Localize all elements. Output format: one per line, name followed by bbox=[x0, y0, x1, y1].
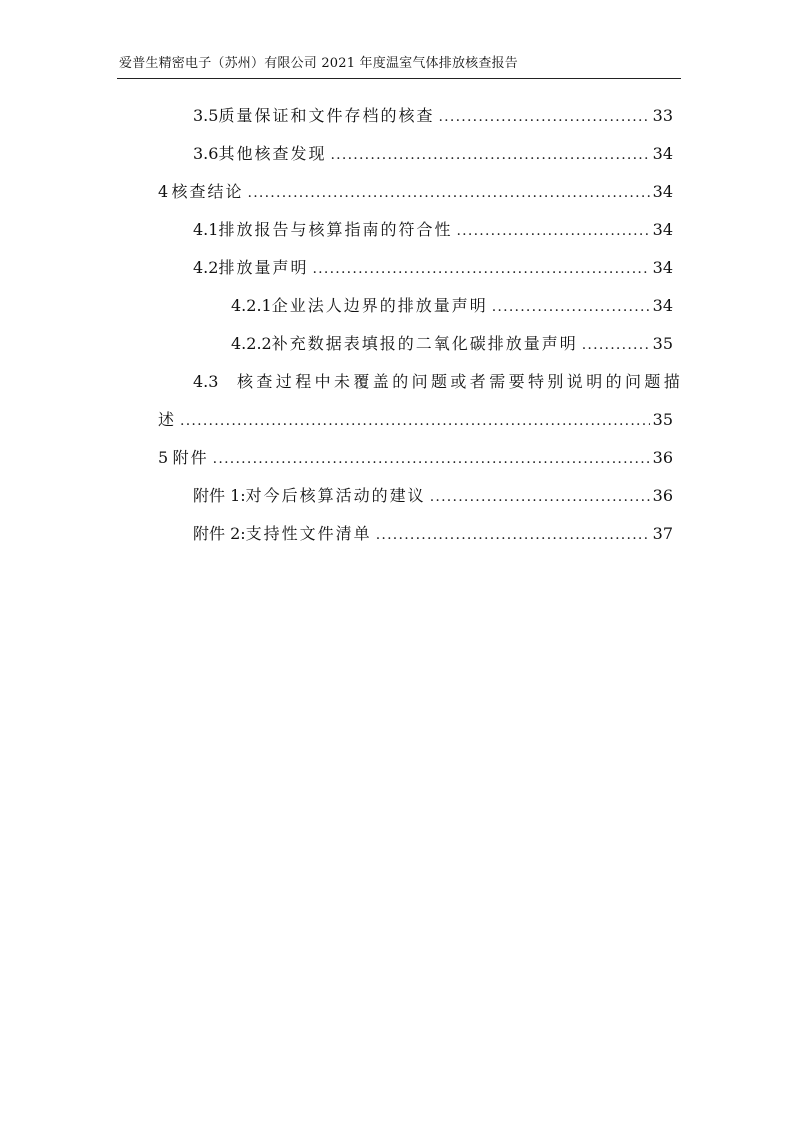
toc-entry-4-2-2[interactable] bbox=[231, 333, 673, 356]
toc-dot-leader bbox=[330, 144, 649, 166]
toc-entry-continuation bbox=[158, 409, 673, 432]
toc-entry-number: 3.5 bbox=[193, 106, 219, 125]
toc-entry-title: 企业法人边界的排放量声明 bbox=[271, 296, 488, 315]
toc-dot-leader bbox=[180, 410, 650, 432]
toc-entry-number: 4.1 bbox=[193, 220, 219, 239]
toc-entry-title: 对今后核算活动的建议 bbox=[245, 486, 426, 505]
toc-entry-page: 35 bbox=[652, 334, 673, 353]
toc-entry-title: 附件 bbox=[172, 448, 209, 467]
toc-entry-4-2-1[interactable] bbox=[231, 295, 673, 318]
toc-entry-3-5[interactable] bbox=[193, 105, 673, 128]
toc-entry-title: 其他核查发现 bbox=[218, 144, 327, 163]
toc-entry-number: 附件 2: bbox=[193, 524, 246, 543]
toc-dot-leader bbox=[438, 106, 649, 128]
toc-entry-title: 核查结论 bbox=[171, 182, 244, 201]
toc-entry-title: 排放报告与核算指南的符合性 bbox=[218, 220, 453, 239]
toc-entry-page: 35 bbox=[652, 410, 673, 429]
toc-entry-page: 33 bbox=[652, 106, 673, 125]
toc-entry-page: 34 bbox=[652, 296, 673, 315]
page-header bbox=[117, 56, 681, 79]
toc-entry-title-continuation: 述 bbox=[158, 410, 177, 429]
toc-entry-page: 34 bbox=[652, 182, 673, 201]
toc-dot-leader bbox=[456, 220, 649, 242]
toc-entry-number: 4.2.1 bbox=[231, 296, 272, 315]
toc-entry-number: 4.2.2 bbox=[231, 334, 272, 353]
toc-entry-page: 36 bbox=[652, 486, 673, 505]
toc-entry-4-2[interactable] bbox=[193, 257, 673, 280]
toc-entry-5[interactable] bbox=[158, 447, 673, 470]
toc-entry-4-1[interactable] bbox=[193, 219, 673, 242]
toc-entry-number: 附件 1: bbox=[193, 486, 246, 505]
toc-entry-title: 排放量声明 bbox=[218, 258, 309, 277]
toc-entry-number: 4.2 bbox=[193, 258, 219, 277]
toc-entry-page: 34 bbox=[652, 258, 673, 277]
toc-entry-page: 36 bbox=[652, 448, 673, 467]
toc-entry-appendix-2[interactable] bbox=[193, 523, 673, 546]
toc-dot-leader bbox=[376, 524, 650, 546]
toc-dot-leader bbox=[582, 334, 650, 356]
toc-dot-leader bbox=[492, 296, 650, 318]
toc-entry-number: 5 bbox=[158, 448, 169, 467]
toc-entry-number: 4.3 bbox=[193, 372, 219, 391]
toc-entry-title: 核查过程中未覆盖的问题或者需要特别说明的问题描 bbox=[237, 372, 684, 391]
toc-entry-title: 补充数据表填报的二氧化碳排放量声明 bbox=[271, 334, 578, 353]
toc-dot-leader bbox=[248, 182, 650, 204]
toc-dot-leader bbox=[213, 448, 650, 470]
toc-entry-number: 3.6 bbox=[193, 144, 219, 163]
toc-entry-4[interactable] bbox=[158, 181, 673, 204]
toc-dot-leader bbox=[430, 486, 650, 508]
toc-entry-appendix-1[interactable] bbox=[193, 485, 673, 508]
toc-entry-page: 34 bbox=[652, 144, 673, 163]
toc-entry-page: 34 bbox=[652, 220, 673, 239]
toc-entry-first-line bbox=[193, 371, 683, 393]
toc-dot-leader bbox=[312, 258, 649, 280]
toc-entry-title: 支持性文件清单 bbox=[245, 524, 372, 543]
toc-entry-page: 37 bbox=[652, 524, 673, 543]
header-title: 爱普生精密电子（苏州）有限公司 2021 年度温室气体排放核查报告 bbox=[119, 56, 518, 71]
toc-entry-3-6[interactable] bbox=[193, 143, 673, 166]
toc-entry-title: 质量保证和文件存档的核查 bbox=[218, 106, 435, 125]
toc-entry-number: 4 bbox=[158, 182, 169, 201]
